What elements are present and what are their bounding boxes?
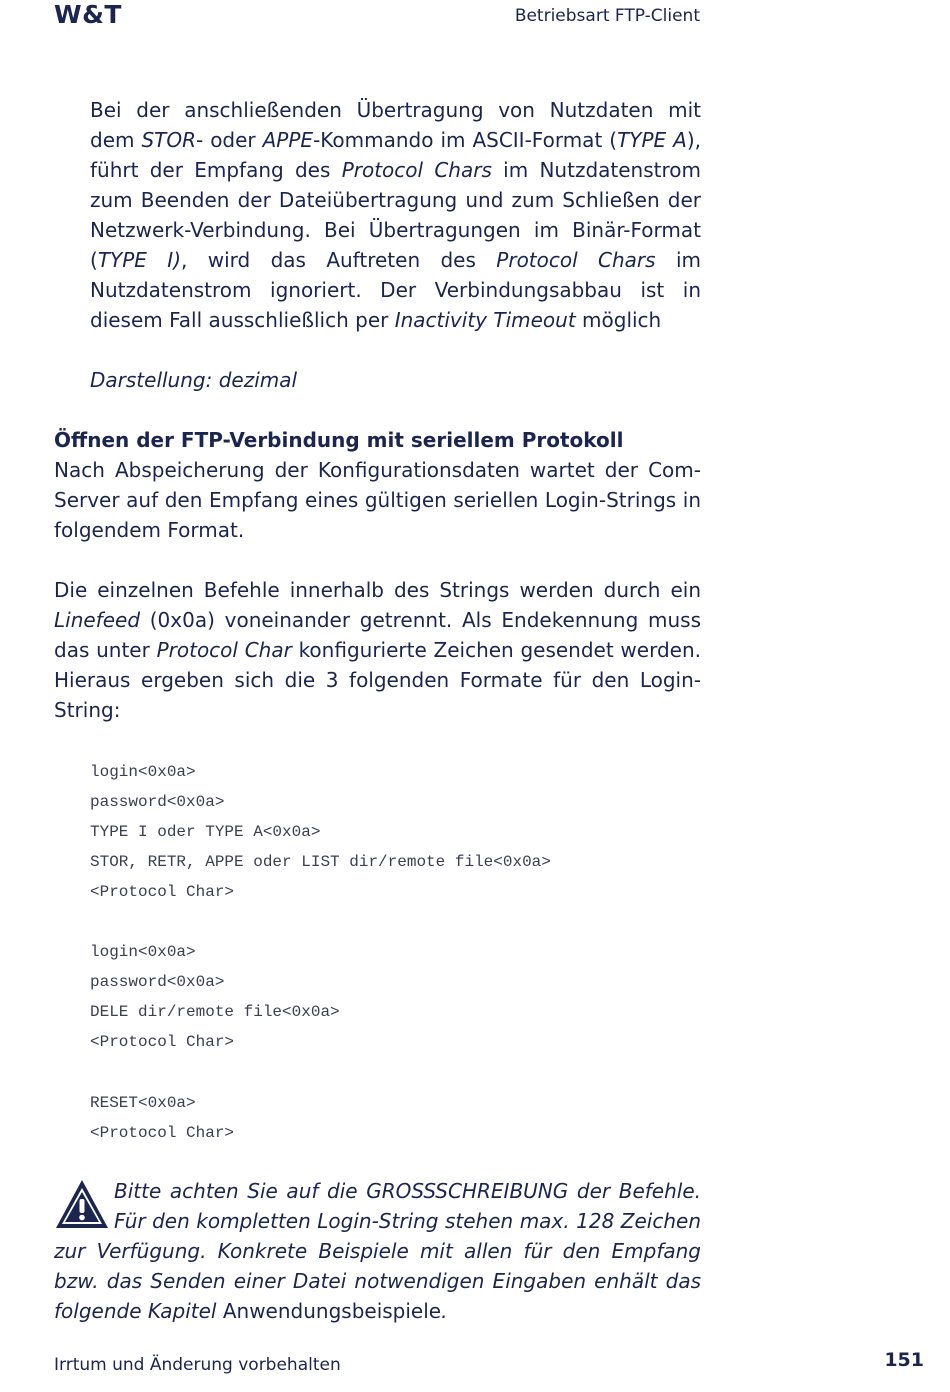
transfer-paragraph — [90, 95, 701, 335]
text-run: im Nutzdatenstrom zum Beenden der Dateiübertragung und zum Schließen der Netzwerk-Verbindung. Bei Übertragungen im Binär-Format ( — [90, 158, 701, 272]
warning-text: Bitte achten Sie auf die GROSSSCHREIBUNG der Befehle. Für den kompletten Login-String stehen max. 128 Zeichen zur Verfügung. Konkrete Beispiele mit allen für den Empfang bzw. das Senden einer Datei notwendigen Eingaben enhält das folgende Kapitel — [54, 1179, 701, 1323]
command-stor: STOR — [141, 128, 197, 152]
code-block-3 — [90, 1088, 234, 1148]
company-logo: W&T — [54, 0, 122, 29]
type-i-term: TYPE I) — [97, 248, 182, 272]
text-run: . — [441, 1299, 448, 1323]
code-block-1 — [90, 757, 551, 907]
text-run: im Nutzdatenstrom ignoriert. Der Verbindungsabbau ist in diesem Fall ausschließlich per — [90, 248, 701, 332]
code-line: password<0x0a> — [90, 793, 225, 811]
page-number: 151 — [884, 1349, 924, 1371]
text-run: ), führt der Empfang des — [90, 128, 702, 182]
text-run: (0x0a) voneinander getrennt. Als Endekennung muss das unter — [54, 608, 701, 662]
section-heading: Öffnen der FTP-Verbindung mit seriellem Protokoll — [54, 428, 624, 452]
code-line: <Protocol Char> — [90, 883, 235, 901]
text-run: konfigurierte Zeichen gesendet werden. Hieraus ergeben sich die 3 folgenden Formate für den Login-String: — [54, 638, 702, 722]
protocol-chars-term: Protocol Chars — [341, 158, 492, 182]
text-run: -Kommando im ASCII-Format ( — [313, 128, 618, 152]
chapter-reference: Anwendungsbeispiele — [222, 1299, 442, 1323]
linefeed-term: Linefeed — [54, 608, 141, 632]
code-line: login<0x0a> — [90, 763, 196, 781]
type-a-term: TYPE A — [617, 128, 687, 152]
code-line: RESET<0x0a> — [90, 1094, 196, 1112]
config-paragraph: Nach Abspeicherung der Konfigurationsdaten wartet der Com-Server auf den Empfang eines gültigen seriellen Login-Strings in folgendem Format. — [54, 458, 701, 542]
footer-disclaimer: Irrtum und Änderung vorbehalten — [54, 1355, 341, 1375]
text-run: Die einzelnen Befehle innerhalb des Strings werden durch ein — [54, 578, 701, 602]
protocol-char-term: Protocol Char — [156, 638, 292, 662]
representation-note: Darstellung: dezimal — [90, 368, 298, 392]
code-line: STOR, RETR, APPE oder LIST dir/remote file<0x0a> — [90, 853, 551, 871]
chapter-title: Betriebsart FTP-Client — [514, 6, 700, 26]
warning-note — [54, 1176, 701, 1326]
protocol-chars-term: Protocol Chars — [496, 248, 656, 272]
commands-paragraph — [54, 575, 701, 725]
code-line: TYPE I oder TYPE A<0x0a> — [90, 823, 321, 841]
command-appe: APPE — [262, 128, 314, 152]
text-run: , wird das Auftreten des — [181, 248, 497, 272]
code-line: DELE dir/remote file<0x0a> — [90, 1003, 340, 1021]
inactivity-timeout-term: Inactivity Timeout — [394, 308, 576, 332]
code-block-2 — [90, 937, 340, 1057]
text-run: Bei der anschließenden Übertragung von Nutzdaten mit dem — [90, 98, 701, 152]
code-line: <Protocol Char> — [90, 1124, 235, 1142]
code-line: login<0x0a> — [90, 943, 196, 961]
code-line: <Protocol Char> — [90, 1033, 235, 1051]
code-line: password<0x0a> — [90, 973, 225, 991]
text-run: - oder — [196, 128, 263, 152]
text-run: möglich — [575, 308, 662, 332]
